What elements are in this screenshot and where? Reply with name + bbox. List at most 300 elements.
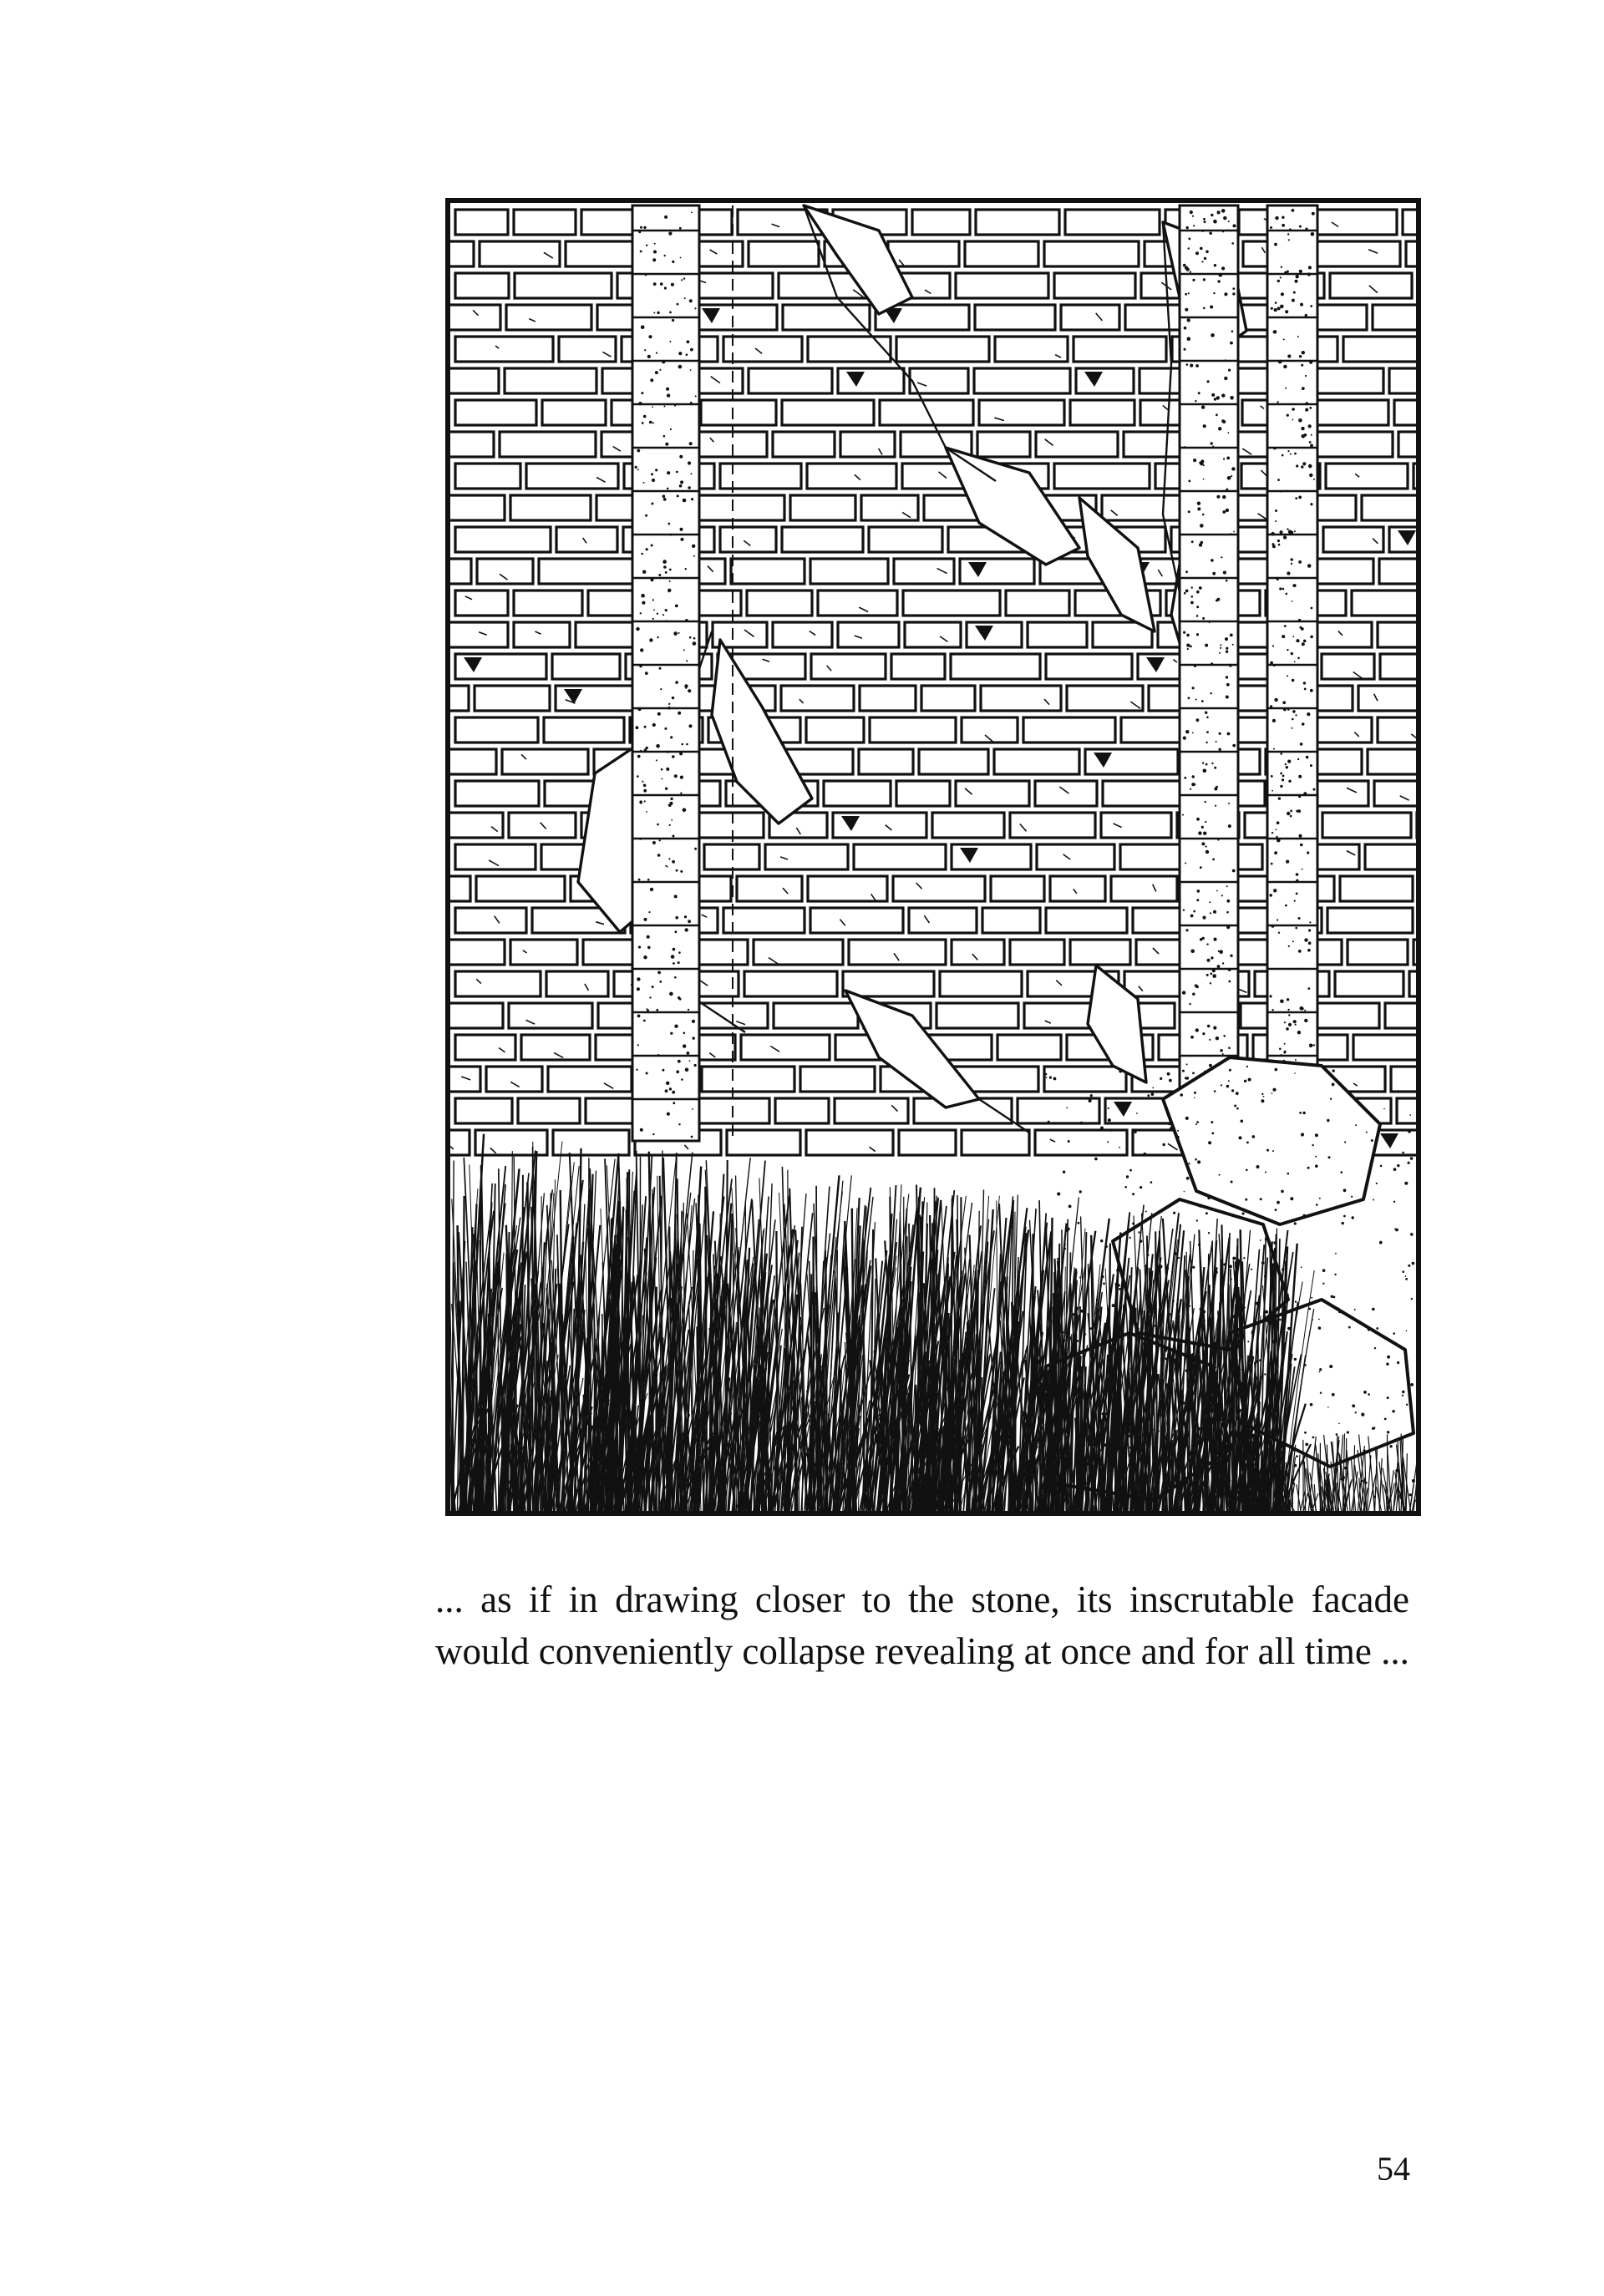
stipple-dot	[1371, 1139, 1373, 1142]
stipple-dot	[1169, 1079, 1172, 1082]
stipple-dot	[1203, 424, 1206, 428]
stipple-dot	[1195, 1028, 1199, 1031]
stipple-dot	[645, 672, 648, 675]
stipple-dot	[1309, 361, 1312, 364]
stipple-dot	[1207, 959, 1211, 962]
stipple-dot	[1151, 1092, 1155, 1096]
stipple-dot	[1226, 900, 1230, 903]
brick	[974, 368, 1070, 393]
brick	[544, 717, 624, 743]
stipple-dot	[1292, 718, 1294, 721]
stipple-dot	[1299, 226, 1302, 228]
stipple-dot	[1282, 454, 1284, 457]
stipple-dot	[1296, 275, 1299, 278]
stipple-dot	[649, 996, 651, 998]
stipple-dot	[1297, 1031, 1301, 1034]
stipple-dot	[1412, 1262, 1415, 1265]
brick	[790, 495, 855, 520]
stipple-dot	[1184, 777, 1186, 779]
stipple-dot	[1294, 1222, 1297, 1224]
stipple-dot	[1260, 1239, 1261, 1241]
stipple-dot	[1190, 271, 1191, 273]
stipple-dot	[1273, 447, 1276, 449]
stipple-dot	[1322, 1269, 1326, 1272]
stipple-dot	[1221, 1084, 1222, 1086]
stipple-dot	[689, 636, 692, 639]
brick	[1343, 337, 1422, 362]
brick	[956, 273, 1048, 298]
stipple-dot	[1216, 786, 1218, 788]
stipple-dot	[1228, 1080, 1230, 1082]
brick	[1379, 559, 1422, 584]
grass-blade	[949, 1313, 950, 1512]
stipple-dot	[1287, 813, 1288, 814]
stipple-dot	[673, 948, 676, 951]
stipple-dot	[1286, 490, 1287, 492]
brick	[838, 622, 899, 647]
stipple-dot	[1192, 993, 1195, 996]
stipple-dot	[1202, 937, 1205, 940]
stipple-dot	[1287, 450, 1289, 452]
stipple-dot	[1119, 1147, 1120, 1148]
stipple-dot	[1207, 1025, 1211, 1028]
stipple-dot	[1201, 826, 1204, 829]
stipple-dot	[1338, 1422, 1340, 1424]
stipple-dot	[1287, 760, 1291, 763]
stipple-dot	[1305, 1443, 1308, 1447]
stipple-dot	[1228, 1047, 1231, 1049]
stipple-dot	[1322, 1283, 1324, 1285]
stipple-dot	[1219, 1174, 1221, 1176]
stipple-dot	[1299, 355, 1302, 357]
stipple-dot	[680, 776, 683, 779]
stipple-dot	[664, 286, 667, 289]
stipple-dot	[1186, 634, 1190, 637]
stipple-dot	[1263, 1096, 1265, 1097]
stipple-dot	[1183, 910, 1185, 911]
brick	[510, 940, 577, 965]
stipple-dot	[1291, 727, 1292, 729]
stipple-dot	[1287, 708, 1290, 711]
stipple-dot	[1197, 890, 1200, 893]
stipple-dot	[654, 243, 656, 245]
stipple-dot	[652, 422, 654, 423]
stipple-dot	[678, 352, 682, 355]
stipple-dot	[1282, 635, 1285, 638]
stipple-dot	[1223, 216, 1226, 220]
stipple-dot	[1265, 1172, 1266, 1173]
stipple-dot	[1273, 889, 1277, 892]
stipple-dot	[1209, 621, 1211, 623]
stipple-dot	[1296, 893, 1298, 895]
stipple-dot	[1214, 264, 1216, 266]
stipple-dot	[655, 371, 658, 374]
stipple-dot	[651, 473, 653, 475]
brick	[1070, 400, 1134, 425]
stipple-dot	[683, 649, 685, 651]
stipple-dot	[1229, 664, 1232, 667]
stipple-dot	[1275, 302, 1277, 304]
stipple-dot	[1410, 1157, 1414, 1160]
brick	[1023, 717, 1115, 743]
stipple-dot	[638, 945, 641, 948]
stipple-dot	[1079, 1190, 1082, 1193]
stipple-dot	[1233, 531, 1235, 533]
brick	[937, 1003, 1018, 1028]
stipple-dot	[1298, 496, 1302, 499]
stipple-dot	[692, 1020, 695, 1023]
brick	[1018, 1098, 1099, 1123]
stipple-dot	[1222, 231, 1224, 232]
stipple-dot	[1293, 291, 1296, 294]
stipple-dot	[674, 976, 677, 979]
stipple-dot	[1294, 900, 1296, 902]
stipple-dot	[1048, 1121, 1050, 1123]
stipple-dot	[1226, 489, 1228, 491]
grass-blade	[498, 1243, 499, 1513]
brick	[1028, 622, 1087, 647]
brick	[843, 971, 934, 996]
stipple-dot	[1222, 495, 1226, 499]
stipple-dot	[1296, 838, 1297, 839]
stipple-dot	[1246, 1169, 1248, 1172]
stipple-dot	[1232, 292, 1235, 295]
stipple-dot	[1306, 756, 1309, 759]
stipple-dot	[1089, 1099, 1092, 1102]
stipple-dot	[1160, 1077, 1162, 1080]
stipple-dot	[642, 781, 643, 783]
stipple-dot	[652, 479, 655, 482]
stipple-dot	[1232, 287, 1235, 290]
stipple-dot	[1260, 1198, 1262, 1200]
brick	[1326, 464, 1408, 489]
stipple-dot	[1283, 708, 1287, 712]
stipple-dot	[640, 251, 642, 253]
brick	[744, 971, 837, 996]
brick	[1358, 686, 1422, 711]
stipple-dot	[1287, 998, 1289, 1001]
brick	[1010, 813, 1095, 838]
stipple-dot	[1286, 766, 1288, 768]
stipple-dot	[1311, 607, 1313, 610]
stipple-dot	[1296, 879, 1298, 882]
stipple-dot	[1100, 1239, 1103, 1242]
grass-blade	[1171, 1440, 1172, 1512]
stipple-dot	[1287, 649, 1288, 651]
stipple-dot	[1309, 1044, 1313, 1048]
stipple-dot	[1298, 775, 1302, 778]
brick	[444, 622, 508, 647]
stipple-dot	[1196, 606, 1199, 608]
stipple-dot	[1296, 639, 1299, 642]
stipple-dot	[651, 503, 653, 505]
stipple-dot	[1211, 1133, 1214, 1135]
stipple-dot	[693, 637, 696, 640]
brick	[951, 654, 1040, 679]
brick	[1101, 813, 1171, 838]
stipple-dot	[1057, 1192, 1060, 1195]
stipple-dot	[1277, 280, 1280, 282]
stipple-dot	[1329, 1365, 1332, 1368]
stipple-dot	[1186, 1063, 1188, 1065]
stipple-dot	[686, 660, 688, 661]
stipple-dot	[1272, 832, 1273, 834]
stipple-dot	[1354, 1309, 1356, 1310]
stipple-dot	[667, 1113, 670, 1116]
stipple-dot	[1291, 652, 1293, 655]
stipple-dot	[1134, 1131, 1137, 1133]
stipple-dot	[1219, 273, 1223, 277]
stipple-dot	[1162, 1143, 1165, 1146]
pillar-face	[632, 205, 699, 1141]
stipple-dot	[1211, 333, 1215, 337]
stipple-dot	[1285, 388, 1287, 389]
stipple-dot	[637, 755, 641, 758]
stipple-dot	[643, 784, 647, 788]
stipple-dot	[1100, 1127, 1104, 1130]
brick	[546, 971, 608, 996]
brick	[965, 241, 1038, 266]
stipple-dot	[1288, 1023, 1292, 1026]
stipple-dot	[1231, 330, 1234, 332]
brick	[979, 400, 1064, 425]
stipple-dot	[653, 312, 655, 314]
stipple-dot	[1376, 1183, 1378, 1184]
stipple-dot	[1212, 969, 1216, 972]
stipple-dot	[677, 494, 679, 497]
stipple-dot	[1277, 401, 1278, 403]
stipple-dot	[1204, 257, 1206, 260]
stipple-dot	[669, 534, 672, 536]
stipple-dot	[1208, 1232, 1210, 1234]
stipple-dot	[687, 1052, 690, 1055]
stipple-dot	[642, 570, 646, 574]
stipple-dot	[1212, 572, 1216, 575]
brick	[727, 1130, 800, 1155]
stipple-dot	[1270, 705, 1272, 707]
stipple-dot	[1221, 895, 1223, 896]
stipple-dot	[1292, 601, 1293, 602]
stipple-dot	[669, 1087, 672, 1090]
stipple-dot	[1402, 1152, 1404, 1154]
stipple-dot	[1185, 590, 1189, 593]
stipple-dot	[1295, 1300, 1297, 1302]
brick	[515, 273, 612, 298]
stipple-dot	[1315, 1164, 1318, 1168]
stipple-dot	[1290, 815, 1292, 818]
stipple-dot	[1274, 243, 1277, 246]
stipple-dot	[1206, 251, 1209, 254]
stipple-dot	[1211, 393, 1215, 397]
stipple-dot	[1201, 231, 1203, 232]
stipple-dot	[669, 569, 672, 571]
stipple-dot	[1203, 479, 1205, 480]
stipple-dot	[1298, 560, 1302, 564]
stipple-dot	[678, 1123, 680, 1125]
stipple-dot	[657, 971, 661, 975]
stipple-dot	[669, 312, 672, 314]
stipple-dot	[637, 1015, 641, 1018]
stipple-dot	[668, 591, 670, 593]
stipple-dot	[1410, 1233, 1414, 1236]
stipple-dot	[1124, 1186, 1127, 1189]
stipple-dot	[1246, 1066, 1248, 1067]
stipple-dot	[1180, 1093, 1183, 1097]
stipple-dot	[1284, 1021, 1286, 1023]
brick	[1054, 273, 1135, 298]
stipple-dot	[1211, 692, 1212, 694]
stipple-dot	[1288, 1014, 1290, 1016]
stipple-dot	[645, 514, 647, 517]
stipple-dot	[1232, 744, 1236, 748]
stipple-dot	[1213, 938, 1216, 941]
stipple-dot	[1220, 647, 1221, 649]
stipple-dot	[1234, 1105, 1236, 1107]
stipple-dot	[1300, 1006, 1304, 1011]
stipple-dot	[1228, 803, 1230, 804]
stipple-dot	[635, 466, 637, 469]
stipple-dot	[1405, 1275, 1407, 1277]
stipple-dot	[672, 261, 674, 263]
stipple-dot	[637, 977, 640, 981]
brick	[765, 844, 848, 869]
stipple-dot	[1232, 869, 1236, 873]
stipple-dot	[1376, 1327, 1378, 1330]
stipple-dot	[640, 226, 642, 229]
stipple-dot	[1228, 824, 1231, 828]
stipple-dot	[643, 789, 647, 793]
stipple-dot	[1273, 665, 1276, 667]
stipple-dot	[1205, 801, 1206, 803]
stipple-dot	[667, 751, 669, 753]
brick	[455, 273, 509, 298]
brick	[808, 876, 887, 901]
stipple-dot	[1302, 434, 1306, 438]
stipple-dot	[1195, 364, 1199, 367]
stipple-dot	[666, 768, 669, 771]
stipple-dot	[1327, 1406, 1329, 1408]
stipple-dot	[665, 1089, 668, 1092]
stipple-dot	[1310, 764, 1312, 767]
stipple-dot	[1226, 911, 1229, 914]
brick	[806, 1130, 893, 1155]
stipple-dot	[1245, 1199, 1247, 1201]
brick	[509, 1003, 592, 1028]
stipple-dot	[1304, 1432, 1307, 1434]
stipple-dot	[1280, 276, 1282, 278]
stipple-dot	[1300, 743, 1303, 746]
stipple-dot	[675, 916, 678, 920]
stipple-dot	[1147, 1094, 1150, 1097]
stipple-dot	[1393, 1332, 1395, 1335]
brick	[1365, 844, 1422, 869]
stipple-dot	[1284, 1052, 1286, 1054]
stipple-dot	[1393, 1201, 1395, 1203]
stipple-dot	[1068, 1205, 1072, 1209]
brick	[854, 844, 946, 869]
stipple-dot	[1068, 1140, 1070, 1143]
stipple-dot	[1287, 528, 1288, 530]
brick	[723, 337, 802, 362]
stipple-dot	[1309, 921, 1311, 923]
stipple-dot	[1242, 1212, 1245, 1214]
stipple-dot	[1347, 1431, 1349, 1433]
stipple-dot	[667, 523, 670, 525]
stipple-dot	[1289, 228, 1292, 231]
stipple-dot	[647, 879, 650, 881]
brick	[737, 876, 802, 901]
stipple-dot	[1190, 950, 1195, 954]
stipple-dot	[1228, 220, 1230, 222]
stipple-dot	[1090, 1094, 1093, 1097]
stipple-dot	[688, 461, 691, 464]
stipple-dot	[1201, 700, 1204, 702]
stipple-dot	[1191, 540, 1194, 543]
brick	[859, 749, 913, 774]
stipple-dot	[1307, 272, 1311, 276]
stipple-dot	[1315, 1156, 1317, 1158]
brick	[1322, 813, 1411, 838]
stipple-dot	[1201, 261, 1203, 262]
stipple-dot	[1195, 251, 1199, 255]
stipple-dot	[1408, 1265, 1410, 1267]
stipple-dot	[1335, 1253, 1337, 1254]
stipple-dot	[1212, 974, 1216, 978]
stipple-dot	[643, 1020, 646, 1022]
stipple-dot	[690, 369, 692, 371]
stipple-dot	[1290, 454, 1292, 455]
stipple-dot	[1053, 1122, 1056, 1124]
stipple-dot	[1299, 270, 1302, 273]
stipple-dot	[668, 232, 672, 236]
stipple-dot	[1202, 617, 1205, 620]
stipple-dot	[1189, 1003, 1190, 1005]
brick	[444, 368, 499, 393]
stipple-dot	[674, 895, 678, 898]
stipple-dot	[1291, 558, 1293, 560]
stipple-dot	[688, 689, 691, 692]
brick	[1340, 876, 1413, 901]
stipple-dot	[1304, 688, 1307, 691]
stipple-dot	[1210, 982, 1211, 984]
stipple-dot	[641, 392, 643, 394]
stipple-dot	[1195, 1158, 1197, 1161]
brick	[870, 717, 956, 743]
stipple-dot	[1213, 220, 1217, 224]
stipple-dot	[1206, 1212, 1208, 1214]
stipple-dot	[1394, 1229, 1396, 1230]
stipple-dot	[1272, 1009, 1273, 1011]
stipple-dot	[1220, 1049, 1223, 1052]
stipple-dot	[1202, 514, 1205, 516]
stipple-dot	[655, 469, 657, 471]
stipple-dot	[1311, 1297, 1312, 1299]
stipple-dot	[1288, 239, 1290, 241]
stipple-dot	[1287, 414, 1289, 417]
brick	[807, 464, 896, 489]
stipple-dot	[1225, 359, 1226, 361]
stipple-dot	[1196, 718, 1200, 722]
stipple-dot	[1221, 209, 1226, 213]
stipple-dot	[1272, 925, 1275, 928]
stipple-dot	[1300, 303, 1303, 307]
stipple-dot	[1281, 292, 1284, 296]
stipple-dot	[1264, 1373, 1266, 1375]
stipple-dot	[1290, 531, 1293, 535]
stipple-dot	[667, 488, 669, 490]
stipple-dot	[1292, 209, 1295, 212]
stipple-dot	[1222, 510, 1226, 514]
